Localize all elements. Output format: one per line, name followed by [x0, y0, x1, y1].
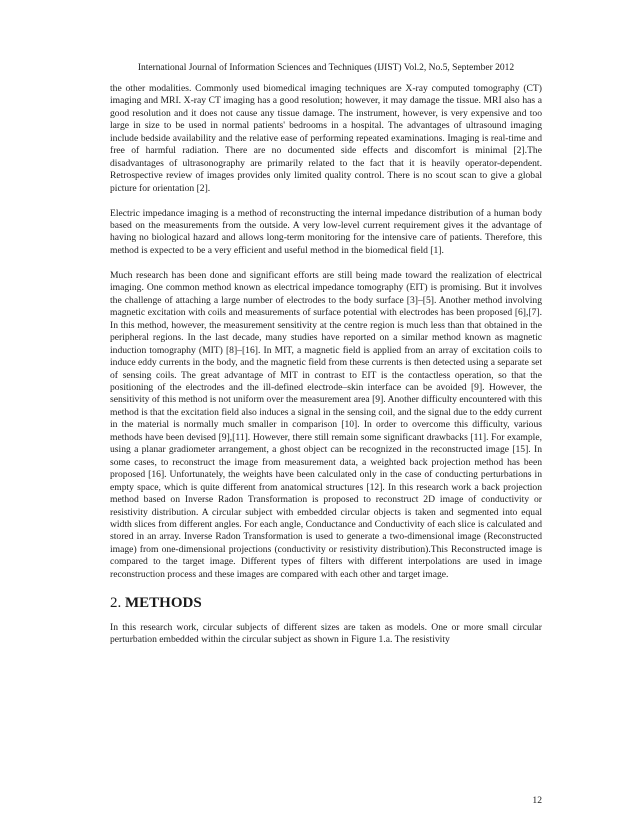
running-header: International Journal of Information Sciences and Techniques (IJIST) Vol.2, No.5, September 2012 — [137, 63, 515, 73]
paragraph-electric-impedance: Electric impedance imaging is a method of reconstructing the internal impedance distribution of a human body based on the measurements from the outside. A very low-level current requirement gives it the advantage of having no biological hazard and allows long-term monitoring for the intensive care of patients. Therefore, this method is expected to be a very efficient and useful method in the biomedical field [1]. — [110, 207, 542, 256]
section-title: METHODS — [125, 594, 202, 611]
section-number: 2. — [110, 594, 122, 611]
section-heading-methods — [110, 594, 542, 612]
paragraph-methods: In this research work, circular subjects of different sizes are taken as models. One or more small circular perturbation embedded within the circular subject as shown in Figure 1.a. The resistivity — [110, 621, 542, 646]
page-number: 12 — [532, 795, 542, 806]
paragraph-imaging-modalities: the other modalities. Commonly used biomedical imaging techniques are X-ray computed tomography (CT) imaging and MRI. X-ray CT imaging has a good resolution; however, it may damage the tissue. MRI also has a good resolution and it does not cause any tissue damage. The instrument, however, is very expensive and too large in size to be used in normal patients' bedrooms in a hospital. The advantages of ultrasound imaging include bedside availability and the relative ease of performing repeated examinations. Imaging is real-time and free of harmful radiation. There are no documented side effects and discomfort is minimal [2].The disadvantages of ultrasonography are primarily related to the fact that it is heavily operator-dependent. Retrospective review of images provides only limited quality control. There is no scout scan to give a global picture for orientation [2]. — [110, 83, 542, 194]
paragraph-research-background: Much research has been done and significant efforts are still being made toward the realization of electrical imaging. One common method known as electrical impedance tomography (EIT) is promising. But it involves the challenge of attaching a large number of electrodes to the body surface [3]–[5]. Another method involving magnetic excitation with coils and measurements of surface potential with electrodes has been proposed [6],[7]. In this method, however, the measurement sensitivity at the centre region is much less than that obtained in the peripheral regions. In the last decade, many studies have reported on a similar method known as magnetic induction tomography (MIT) [8]–[16]. In MIT, a magnetic field is applied from an array of excitation coils to induce eddy currents in the body, and the magnetic field from these currents is then detected using a separate set of sensing coils. The great advantage of MIT in contrast to EIT is the contactless operation, so that the positioning of the electrodes and the ill-defined electrode–skin interface can be avoided [9]. However, the sensitivity of this method is not uniform over the measurement area [9]. Another difficulty encountered with this method is that the excitation field also induces a signal in the sensing coil, and the signal due to the eddy current in the material is normally much smaller in comparison [10]. In order to overcome this difficulty, various methods have been devised [9],[11]. However, there still remain some significant drawbacks [11]. For example, using a planar gradiometer arrangement, a ghost object can be recognized in the reconstructed image [15]. In some cases, to reconstruct the image from measurement data, a weighted back projection method has been proposed [16]. Unfortunately, the weights have been calculated only in the case of conducting perturbations in empty space, which is quite different from anatomical structures [12]. In this research work a back projection method based on Inverse Radon Transformation is proposed to reconstruct 2D image of conductivity or resistivity distribution. A circular subject with embedded circular objects is taken and segmented into equal width slices from different angles. For each angle, Conductance and Conductivity of each slice is calculated and stored in an array. Inverse Radon Transformation is used to generate a two-dimensional image (Reconstructed image) from one-dimensional projections (conductivity or resistivity distribution).This Reconstructed image is compared to the target image. Different types of filters with different interpolations are used in image reconstruction process and these images are compared with each other and target image. — [110, 269, 542, 580]
